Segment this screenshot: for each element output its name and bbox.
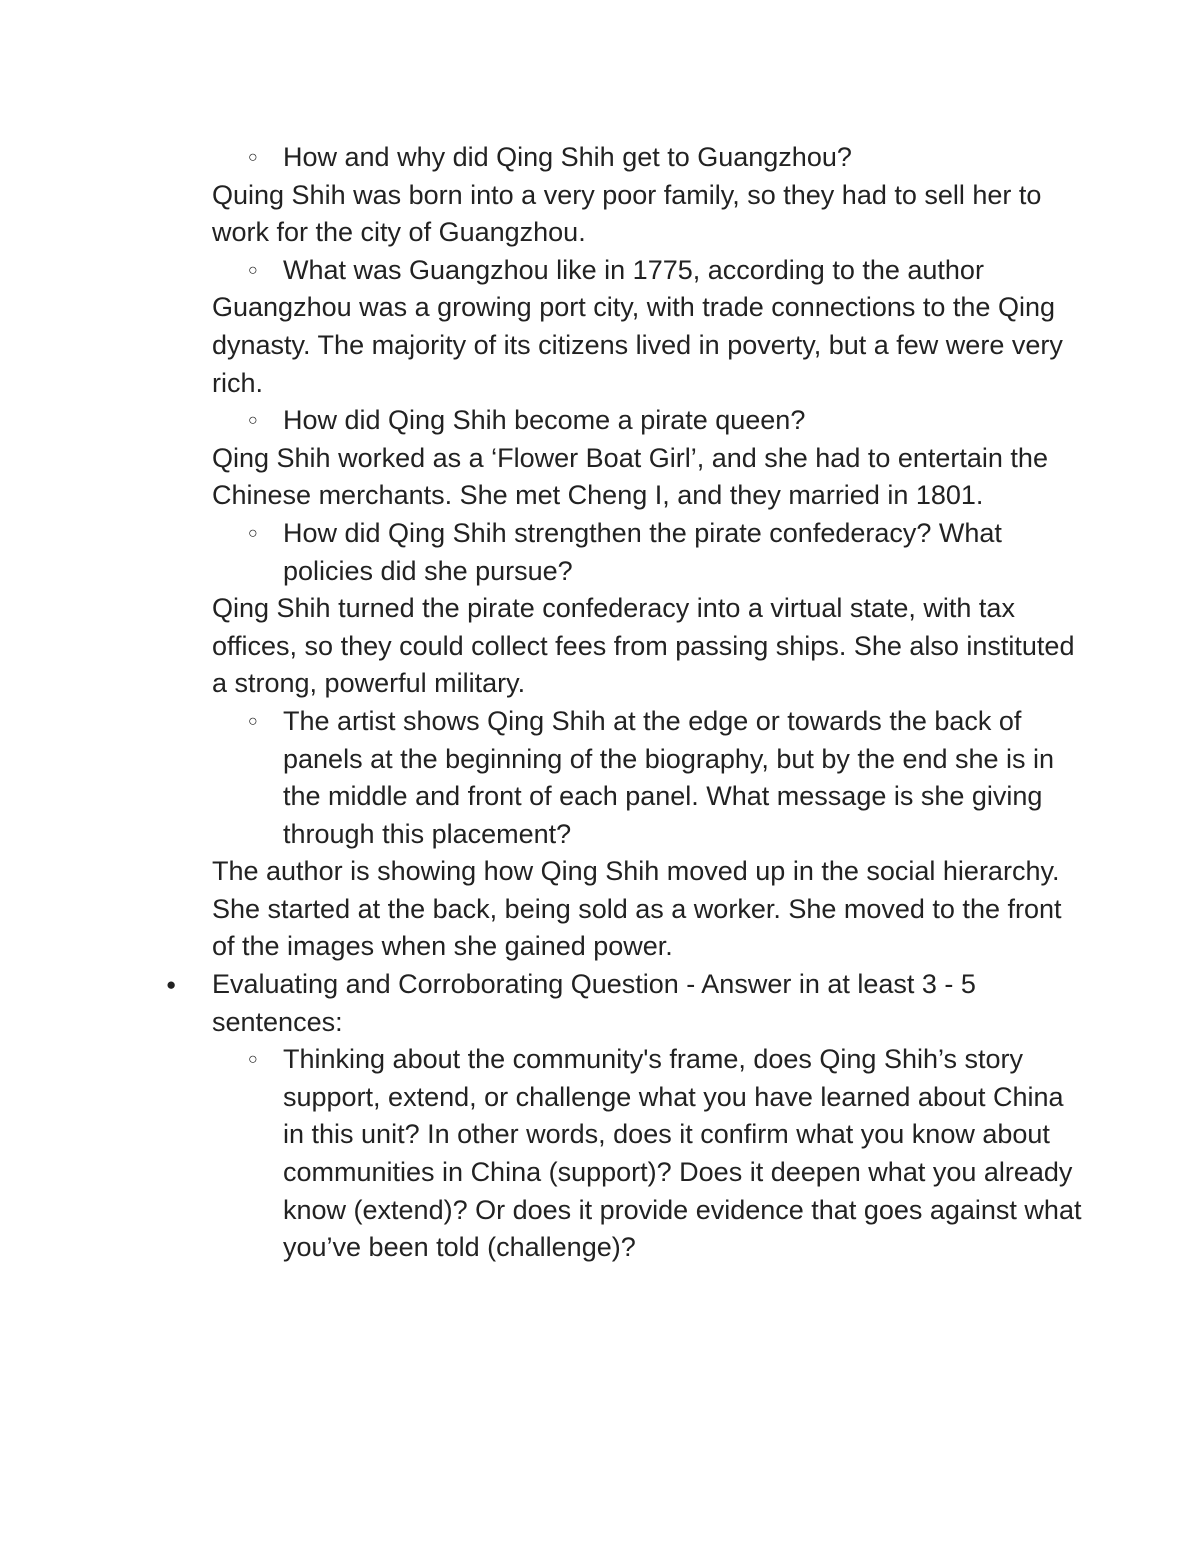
hollow-bullet-icon: ○ [248, 1051, 258, 1069]
question-guangzhou-1775 [212, 252, 1082, 290]
hollow-bullet-icon: ○ [248, 412, 258, 430]
answer-pirate-queen: Qing Shih worked as a ‘Flower Boat Girl’, and she had to entertain the Chinese merchants. She met Cheng I, and they married in 1801. [212, 442, 1048, 511]
filled-bullet-icon: ● [166, 975, 177, 995]
question-artist-placement [212, 703, 1082, 853]
answer-confederacy: Qing Shih turned the pirate confederacy into a virtual state, with tax offices, so they could collect fees from passing ships. She also instituted a strong, powerful military. [212, 593, 1075, 699]
document-body [166, 139, 1082, 1267]
question-text: What was Guangzhou like in 1775, according to the author [283, 254, 984, 285]
answer-guangzhou-arrival: Quing Shih was born into a very poor family, so they had to sell her to work for the city of Guangzhou. [212, 179, 1042, 248]
question-confederacy [212, 515, 1082, 590]
question-pirate-queen [212, 402, 1082, 440]
answer-artist-placement: The author is showing how Qing Shih moved up in the social hierarchy. She started at the back, being sold as a worker. She moved to the front of the images when she gained power. [212, 856, 1062, 962]
question-community-frame [212, 1041, 1082, 1267]
hollow-bullet-icon: ○ [248, 149, 258, 166]
question-guangzhou-arrival [212, 139, 1082, 177]
hollow-bullet-icon: ○ [248, 261, 258, 279]
question-text: How did Qing Shih strengthen the pirate confederacy? What policies did she pursue? [283, 517, 1002, 586]
question-text: How and why did Qing Shih get to Guangzhou? [283, 142, 852, 172]
hollow-bullet-icon: ○ [248, 524, 258, 542]
question-text: Thinking about the community's frame, does Qing Shih’s story support, extend, or challenge what you have learned about China in this unit? In other words, does it confirm what you know about communities in China (support)? Does it deepen what you already know (extend)? Or does it provide evidence that goes against what you’ve been told (challenge)? [283, 1044, 1082, 1263]
question-text: The artist shows Qing Shih at the edge or towards the back of panels at the beginning of the biography, but by the end she is in the middle and front of each panel. What message is she giving through this placement? [283, 705, 1055, 849]
answer-guangzhou-1775: Guangzhou was a growing port city, with trade connections to the Qing dynasty. The majority of its citizens lived in poverty, but a few were very rich. [212, 292, 1063, 398]
heading-text: Evaluating and Corroborating Question - Answer in at least 3 - 5 sentences: [212, 969, 976, 1037]
hollow-bullet-icon: ○ [248, 712, 258, 730]
question-text: How did Qing Shih become a pirate queen? [283, 405, 806, 436]
evaluating-question-heading [166, 966, 1082, 1041]
